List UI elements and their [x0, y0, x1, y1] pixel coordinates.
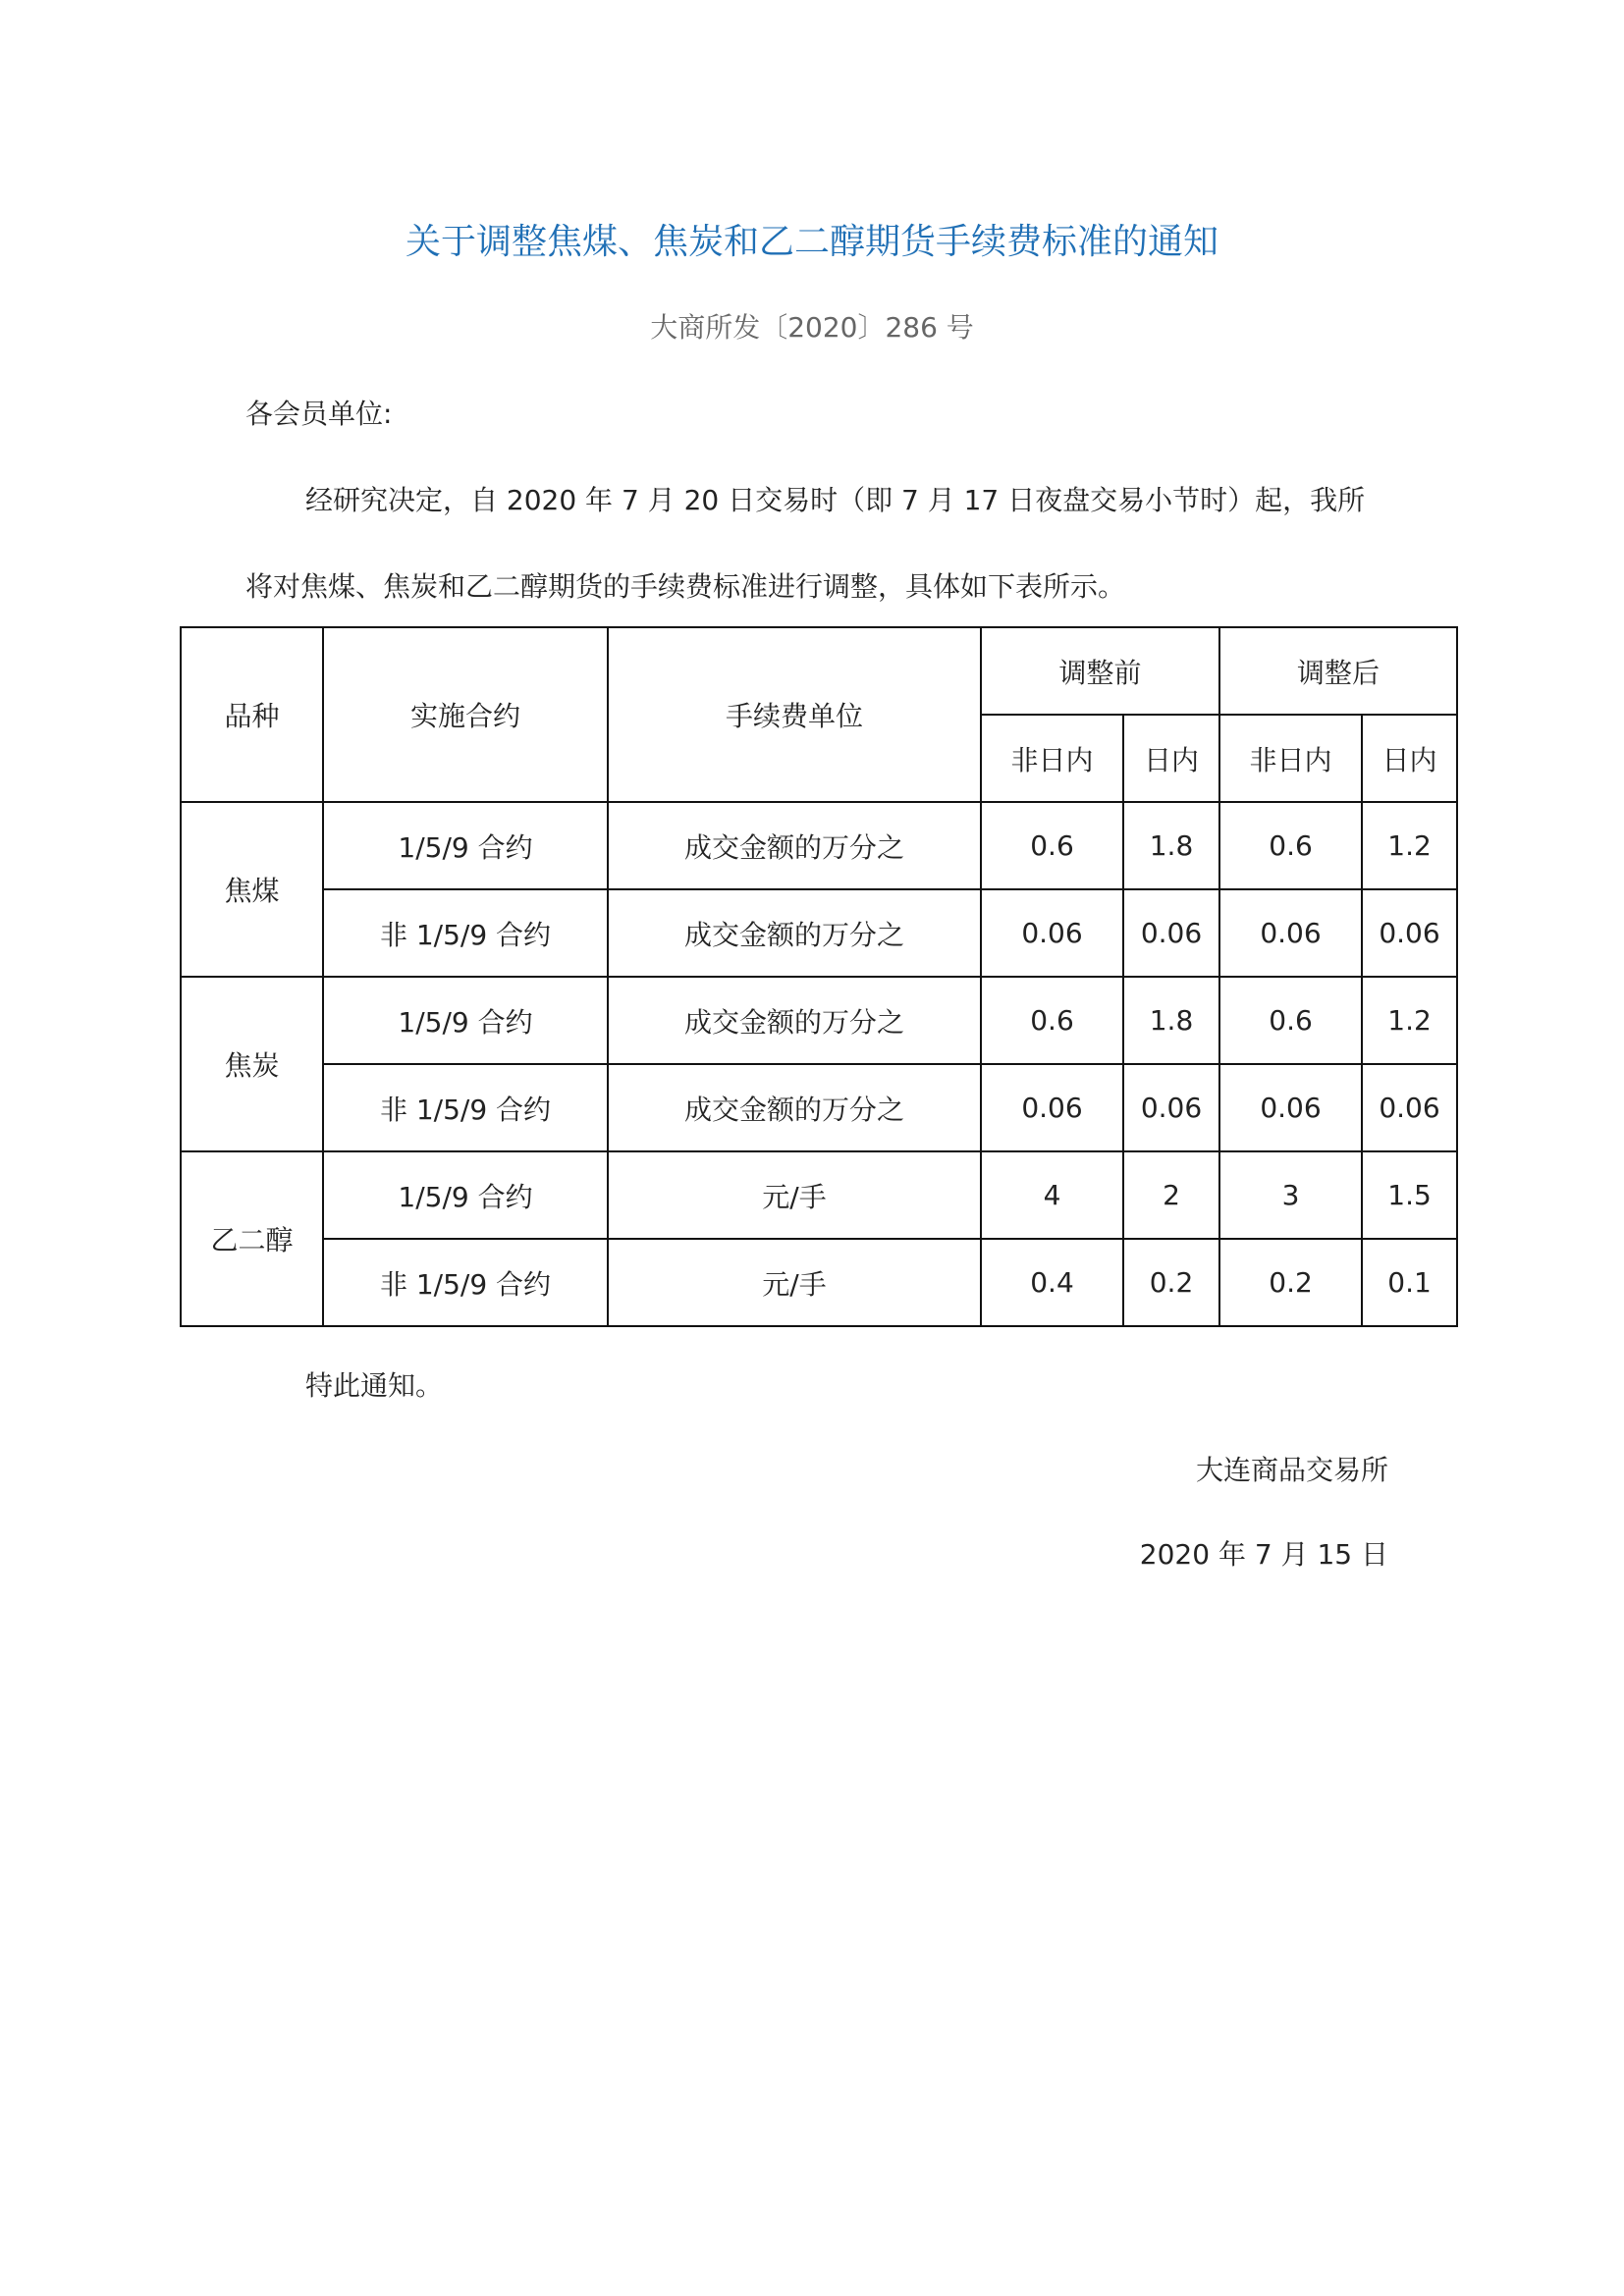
- body-paragraph-line-2: 将对焦煤、焦炭和乙二醇期货的手续费标准进行调整，具体如下表所示。: [245, 570, 1126, 603]
- header-after: 调整后: [1219, 627, 1457, 715]
- table-row: [181, 977, 1457, 1064]
- before-intraday-cell: 0.06: [1123, 889, 1219, 977]
- table-row: [181, 889, 1457, 977]
- before-intraday-cell: 1.8: [1123, 977, 1219, 1064]
- before-intraday-cell: 1.8: [1123, 802, 1219, 889]
- before-non-intraday-cell: 0.06: [981, 1064, 1123, 1151]
- after-intraday-cell: 0.06: [1362, 889, 1457, 977]
- fee-unit-cell: 成交金额的万分之: [608, 802, 981, 889]
- before-intraday-cell: 0.2: [1123, 1239, 1219, 1326]
- table-row: [181, 1151, 1457, 1239]
- contract-cell: 1/5/9 合约: [323, 802, 608, 889]
- contract-cell: 非 1/5/9 合约: [323, 889, 608, 977]
- closing-remark: 特此通知。: [305, 1369, 444, 1402]
- header-fee-unit: 手续费单位: [608, 627, 981, 802]
- before-non-intraday-cell: 0.6: [981, 802, 1123, 889]
- contract-cell: 1/5/9 合约: [323, 1151, 608, 1239]
- before-non-intraday-cell: 4: [981, 1151, 1123, 1239]
- table-row: [181, 1239, 1457, 1326]
- table-row: [181, 1064, 1457, 1151]
- variety-cell: 焦煤: [181, 802, 323, 977]
- header-variety: 品种: [181, 627, 323, 802]
- after-non-intraday-cell: 0.6: [1219, 977, 1362, 1064]
- before-intraday-cell: 2: [1123, 1151, 1219, 1239]
- notice-title: 关于调整焦煤、焦炭和乙二醇期货手续费标准的通知: [405, 222, 1218, 262]
- contract-cell: 1/5/9 合约: [323, 977, 608, 1064]
- header-after-intraday: 日内: [1362, 715, 1457, 802]
- after-non-intraday-cell: 0.06: [1219, 889, 1362, 977]
- table-row: [181, 802, 1457, 889]
- document-number: 大商所发〔2020〕286 号: [650, 311, 974, 344]
- header-contract: 实施合约: [323, 627, 608, 802]
- fee-unit-cell: 元/手: [608, 1151, 981, 1239]
- header-before-intraday: 日内: [1123, 715, 1219, 802]
- header-after-non-intraday: 非日内: [1219, 715, 1362, 802]
- signature-date: 2020 年 7 月 15 日: [1139, 1538, 1388, 1571]
- body-paragraph-line-1: 经研究决定，自 2020 年 7 月 20 日交易时（即 7 月 17 日夜盘交易小节时）起，我所: [305, 484, 1366, 516]
- before-non-intraday-cell: 0.4: [981, 1239, 1123, 1326]
- fee-unit-cell: 元/手: [608, 1239, 981, 1326]
- after-intraday-cell: 0.1: [1362, 1239, 1457, 1326]
- variety-cell: 焦炭: [181, 977, 323, 1151]
- fee-unit-cell: 成交金额的万分之: [608, 977, 981, 1064]
- fee-unit-cell: 成交金额的万分之: [608, 1064, 981, 1151]
- header-row: [181, 627, 1457, 715]
- signature-organization: 大连商品交易所: [1195, 1454, 1388, 1486]
- salutation: 各会员单位:: [245, 398, 393, 430]
- header-before-non-intraday: 非日内: [981, 715, 1123, 802]
- after-intraday-cell: 1.2: [1362, 977, 1457, 1064]
- after-non-intraday-cell: 3: [1219, 1151, 1362, 1239]
- after-intraday-cell: 0.06: [1362, 1064, 1457, 1151]
- before-non-intraday-cell: 0.06: [981, 889, 1123, 977]
- variety-cell: 乙二醇: [181, 1151, 323, 1326]
- before-intraday-cell: 0.06: [1123, 1064, 1219, 1151]
- after-non-intraday-cell: 0.2: [1219, 1239, 1362, 1326]
- contract-cell: 非 1/5/9 合约: [323, 1064, 608, 1151]
- header-before: 调整前: [981, 627, 1219, 715]
- fee-unit-cell: 成交金额的万分之: [608, 889, 981, 977]
- after-intraday-cell: 1.5: [1362, 1151, 1457, 1239]
- fee-table-header: [181, 627, 1457, 802]
- contract-cell: 非 1/5/9 合约: [323, 1239, 608, 1326]
- after-intraday-cell: 1.2: [1362, 802, 1457, 889]
- before-non-intraday-cell: 0.6: [981, 977, 1123, 1064]
- after-non-intraday-cell: 0.6: [1219, 802, 1362, 889]
- fee-table: [180, 626, 1458, 1327]
- after-non-intraday-cell: 0.06: [1219, 1064, 1362, 1151]
- fee-table-body: [181, 802, 1457, 1326]
